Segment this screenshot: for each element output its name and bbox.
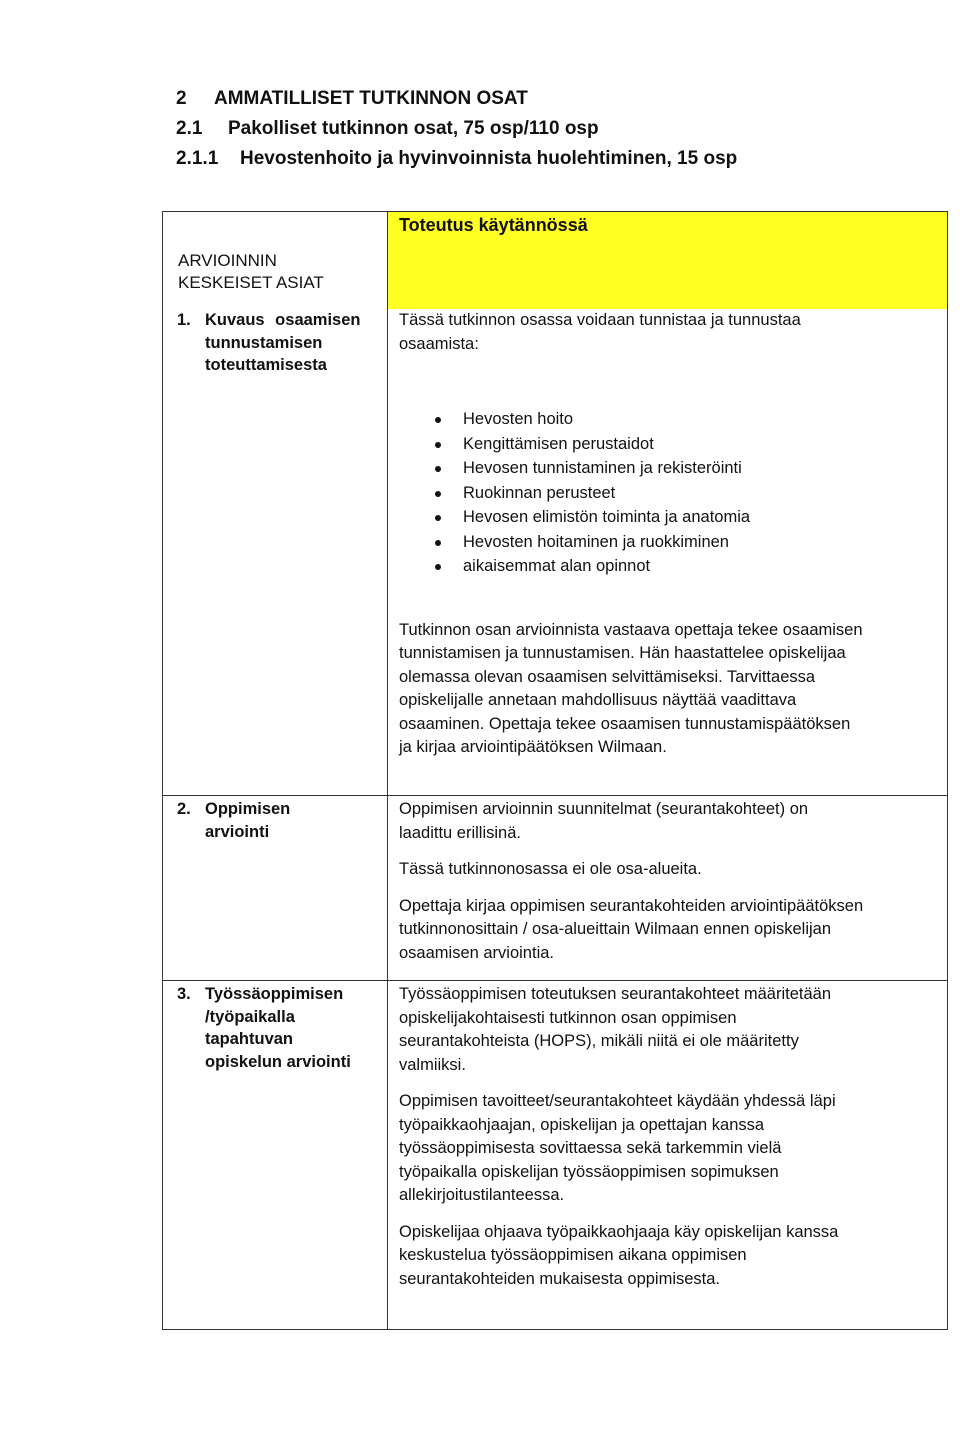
paragraph-line: opiskelijakohtaisesti tutkinnon osan oppimisen xyxy=(399,1008,737,1027)
paragraph-line: keskustelua työssäoppimisen aikana oppimisen xyxy=(399,1246,747,1264)
list-item xyxy=(399,505,939,530)
bullet-icon xyxy=(435,442,441,448)
right-header-cell xyxy=(388,212,948,310)
list-item xyxy=(399,432,939,457)
row-label-line: /työpaikalla xyxy=(205,1007,295,1026)
list-item xyxy=(399,407,939,432)
heading-text: AMMATILLISET TUTKINNON OSAT xyxy=(214,88,528,109)
heading-level-1 xyxy=(176,88,528,110)
row-label-cell xyxy=(163,796,388,981)
bullet-icon xyxy=(435,491,441,497)
column-title: Toteutus käytännössä xyxy=(399,215,588,235)
left-header-cell xyxy=(163,212,388,310)
row-label-line: Kuvaus osaamisen xyxy=(205,311,361,329)
paragraph-line: Työssäoppimisen toteutuksen seurantakohteet määritetään xyxy=(399,985,832,1003)
paragraph-line: työpaikalla opiskelijan työssäoppimisen sopimuksen xyxy=(399,1162,779,1181)
row-label-line: arviointi xyxy=(205,822,270,841)
row-content-cell xyxy=(388,309,948,796)
paragraph-line: laadittu erillisinä. xyxy=(399,823,521,842)
paragraph-line: seurantakohteista (HOPS), mikäli niitä ei ole määritetty xyxy=(399,1032,799,1050)
bullet-icon xyxy=(435,515,441,521)
row-label-line: Oppimisen xyxy=(205,800,291,818)
assessment-table xyxy=(162,211,948,1330)
list-item-text: Hevosten hoito xyxy=(463,410,574,428)
bullet-icon xyxy=(435,466,441,472)
list-item-text: Hevosen tunnistaminen ja rekisteröinti xyxy=(463,459,742,477)
row-number: 2. xyxy=(177,800,191,818)
paragraph-line: Tässä tutkinnonosassa ei ole osa-alueita. xyxy=(399,860,702,878)
row-content-cell xyxy=(388,981,948,1330)
list-item-text: Ruokinnan perusteet xyxy=(463,483,616,502)
row-label-line: tunnustamisen xyxy=(205,333,323,352)
heading-level-2 xyxy=(176,118,599,140)
paragraph-line: osaamisen arviointia. xyxy=(399,943,554,962)
paragraph-line: tutkinnonosittain / osa-alueittain Wilmaan ennen opiskelijan xyxy=(399,920,832,938)
row-number: 3. xyxy=(177,985,191,1003)
list-item-text: aikaisemmat alan opinnot xyxy=(463,557,651,575)
table-row xyxy=(163,309,948,796)
table-header-row xyxy=(163,212,948,310)
paragraph-line: työpaikkaohjaajan, opiskelijan ja opettajan kanssa xyxy=(399,1115,765,1134)
heading-text: Hevostenhoito ja hyvinvoinnista huolehtiminen, 15 osp xyxy=(240,148,738,169)
list-item xyxy=(399,530,939,555)
row-label-line: opiskelun arviointi xyxy=(205,1052,351,1071)
table-row xyxy=(163,981,948,1330)
row-number: 1. xyxy=(177,311,191,329)
paragraph-line: Oppimisen tavoitteet/seurantakohteet käydään yhdessä läpi xyxy=(399,1092,836,1110)
table-row xyxy=(163,796,948,981)
paragraph-line: Opiskelijaa ohjaava työpaikkaohjaaja käy opiskelijan kanssa xyxy=(399,1222,839,1241)
paragraph-line: Opettaja kirjaa oppimisen seurantakohteiden arviointipäätöksen xyxy=(399,896,864,915)
heading-number: 2.1.1 xyxy=(176,148,219,169)
bullet-icon xyxy=(435,417,441,423)
bullet-icon xyxy=(435,540,441,546)
row-label-cell xyxy=(163,981,388,1330)
paragraph-line: osaamista: xyxy=(399,334,479,353)
paragraph-line: tunnistamisen ja tunnustamisen. Hän haastattelee opiskelijaa xyxy=(399,644,846,662)
left-header-line: ARVIOINNIN xyxy=(178,251,277,270)
row-label-line: toteuttamisesta xyxy=(205,356,327,374)
list-item xyxy=(399,456,939,481)
bullet-list xyxy=(399,407,939,579)
row-label-line: Työssäoppimisen xyxy=(205,985,344,1003)
paragraph-line: Tutkinnon osan arvioinnista vastaava opettaja tekee osaamisen xyxy=(399,620,863,639)
paragraph-line: olemassa olevan osaamisen selvittämiseksi. Tarvittaessa xyxy=(399,667,816,686)
row-label-line: tapahtuvan xyxy=(205,1030,294,1048)
paragraph-line: valmiiksi. xyxy=(399,1055,466,1074)
bullet-icon xyxy=(435,564,441,570)
paragraph-line: seurantakohteiden mukaisesta oppimisesta. xyxy=(399,1269,721,1288)
list-item-text: Hevosten hoitaminen ja ruokkiminen xyxy=(463,532,729,551)
paragraph-line: työssäoppimisesta sovittaessa sekä tarkemmin vielä xyxy=(399,1139,782,1157)
list-item-text: Hevosen elimistön toiminta ja anatomia xyxy=(463,508,751,526)
row-label-cell xyxy=(163,309,388,796)
paragraph-line: allekirjoitustilanteessa. xyxy=(399,1186,565,1204)
paragraph-line: Tässä tutkinnon osassa voidaan tunnistaa ja tunnustaa xyxy=(399,311,801,329)
heading-text: Pakolliset tutkinnon osat, 75 osp/110 osp xyxy=(228,118,599,139)
list-item xyxy=(399,554,939,579)
paragraph-line: ja kirjaa arviointipäätöksen Wilmaan. xyxy=(399,738,667,756)
heading-number: 2 xyxy=(176,88,187,109)
row-content-cell xyxy=(388,796,948,981)
paragraph-line: osaaminen. Opettaja tekee osaamisen tunnustamispäätöksen xyxy=(399,714,851,733)
list-item xyxy=(399,481,939,506)
left-header-line: KESKEISET ASIAT xyxy=(178,273,324,292)
paragraph-line: opiskelijalle annetaan mahdollisuus näyttää vaadittava xyxy=(399,691,797,709)
list-item-text: Kengittämisen perustaidot xyxy=(463,434,654,453)
heading-level-3 xyxy=(176,148,737,170)
heading-number: 2.1 xyxy=(176,118,203,139)
paragraph-line: Oppimisen arvioinnin suunnitelmat (seurantakohteet) on xyxy=(399,800,809,818)
